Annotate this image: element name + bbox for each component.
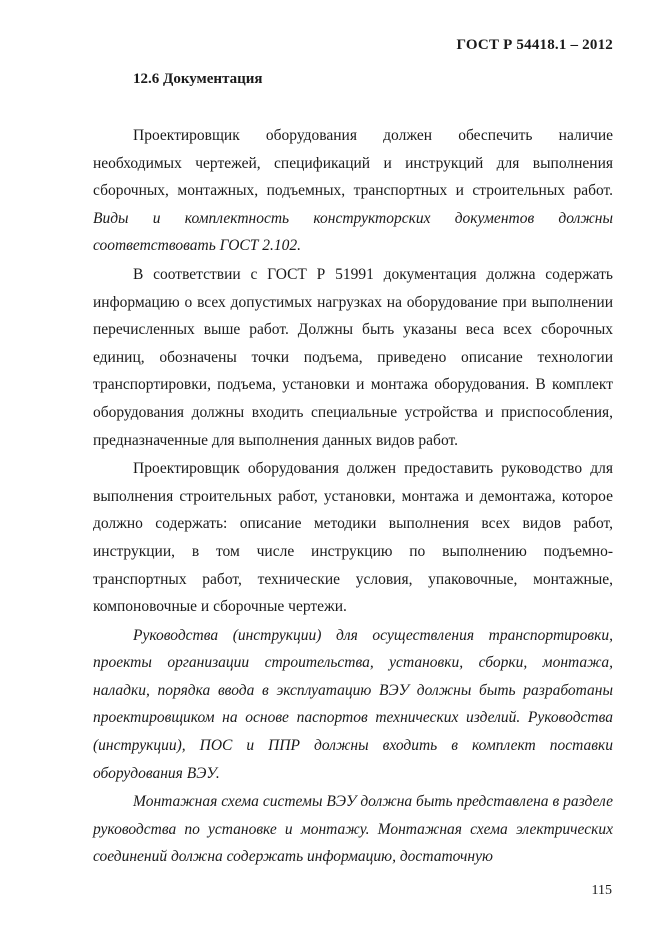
paragraph-3: Проектировщик оборудования должен предоставить руководство для выполнения строительных работ, установки, монтажа и демонтажа, которое должно содержать: описание методики выполнения всех видов работ, инструкции, в том числе инструкцию по выполнению подъемно-транспортных работ, технические условия, упаковочные, монтажные, компоновочные и сборочные чертежи. [93, 460, 613, 616]
paragraph-2: В соответствии с ГОСТ Р 51991 документация должна содержать информацию о всех допустимых нагрузках на оборудование при выполнении перечисленных выше работ. Должны быть указаны веса всех сборочных единиц, обозначены точки подъема, приведено описание технологии транспортировки, подъема, установки и монтажа оборудования. В комплект оборудования должны входить специальные устройства и приспособления, предназначенные для выполнения данных видов работ. [93, 265, 613, 449]
paragraph-1 [93, 122, 613, 260]
body-text [93, 122, 613, 871]
page-number: 115 [591, 883, 612, 898]
paragraph-4: Руководства (инструкции) для осуществления транспортировки, проекты организации строительства, установки, сборки, монтажа, наладки, порядка ввода в эксплуатацию ВЭУ должны быть разработаны проектировщиком на основе паспортов технических изделий. Руководства (инструкции), ПОС и ППР должны входить в комплект поставки оборудования ВЭУ. [93, 626, 613, 782]
paragraph-1-text: Проектировщик оборудования должен обеспечить наличие необходимых чертежей, спецификаций и инструкций для выполнения сборочных, монтажных, подъемных, транспортных и строительных работ. [93, 127, 613, 200]
paragraph-5: Монтажная схема системы ВЭУ должна быть представлена в разделе руководства по установке и монтажу. Монтажная схема электрических соединений должна содержать информацию, достаточную [93, 793, 613, 866]
document-code-header: ГОСТ Р 54418.1 – 2012 [456, 37, 613, 53]
paragraph-1-italic-text: Виды и комплектность конструкторских документов должны соответствовать ГОСТ 2.102. [93, 209, 613, 255]
section-title: 12.6 Документация [133, 71, 263, 87]
